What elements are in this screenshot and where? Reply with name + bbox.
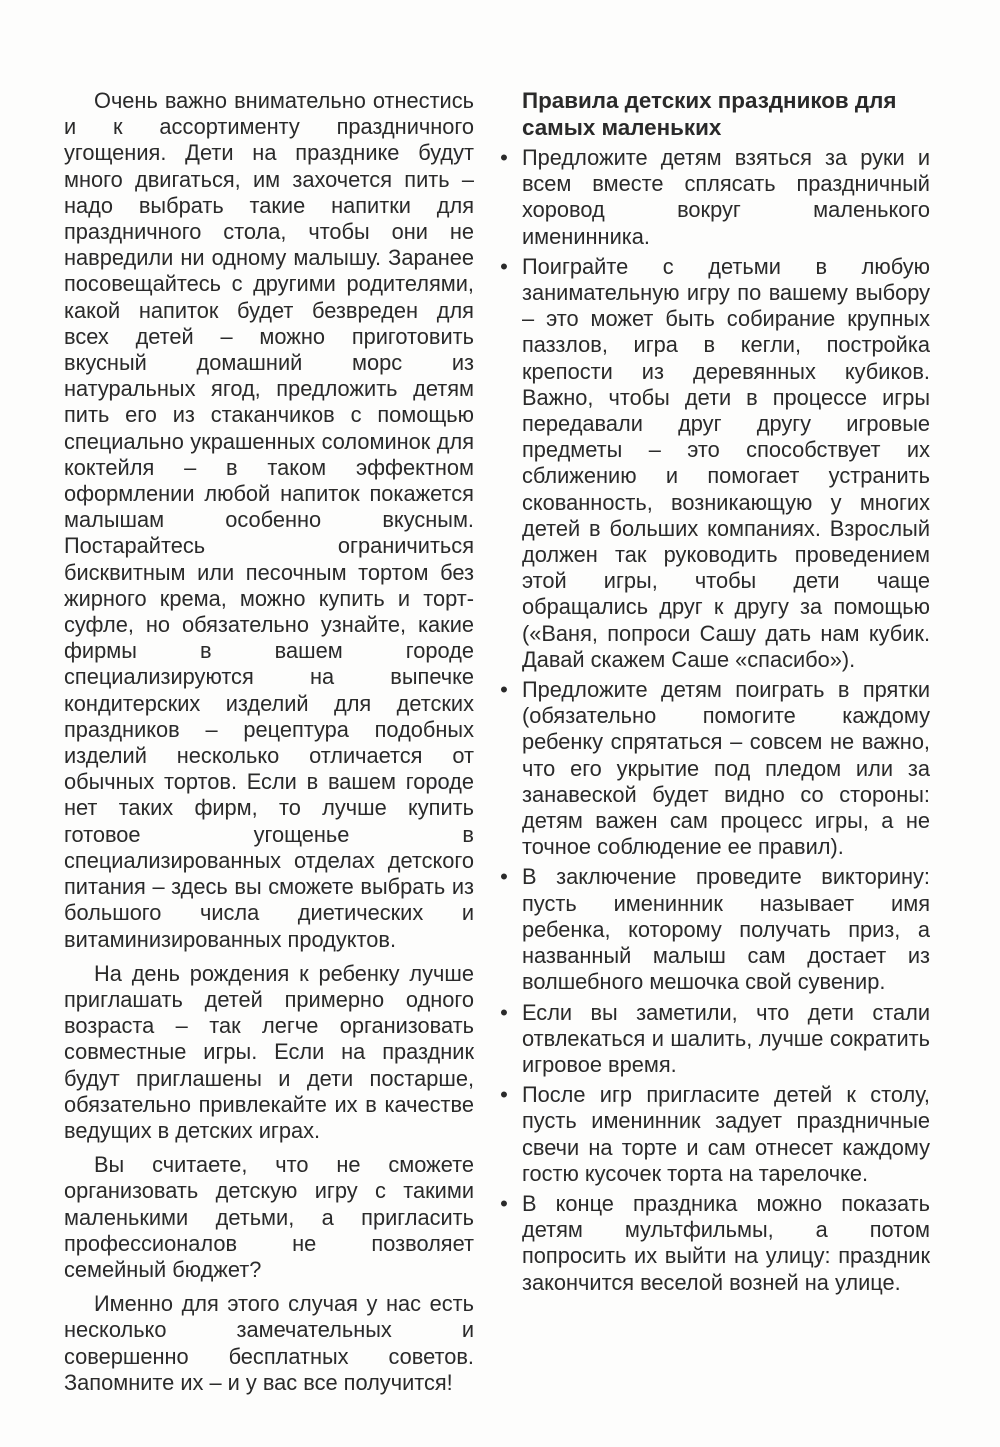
bullet-icon: • [500,864,508,890]
bullet-icon: • [500,145,508,170]
list-item-text: В заключение проведите викторину: пусть именинник называет имя ребенка, которому получать приз, а названный малыш сам достает из волшебного мешочка свой сувенир. [522,864,930,995]
list-item [494,677,930,860]
paragraph-age-groups: На день рождения к ребенку лучше приглашать детей примерно одного возраста – так легче организовать совместные игры. Если на праздник будут приглашены и дети постарше, обязательно привлекайте их в качестве ведущих в детских играх. [64,960,474,1143]
bullet-icon: • [500,677,508,703]
list-item [494,1000,930,1079]
paragraph-professionals-question: Вы считаете, что не сможете организовать детскую игру с такими маленькими детьми, а пригласить профессионалов не позволяет семейный бюджет? [64,1152,474,1282]
list-item-text: Если вы заметили, что дети стали отвлекаться и шалить, лучше сократить игровое время. [522,999,930,1077]
paragraph-free-tips: Именно для этого случая у нас есть несколько замечательных и совершенно бесплатных советов. Запомните их – и у вас все получится! [64,1291,474,1395]
tips-list [494,145,930,1296]
bullet-icon: • [500,1190,508,1216]
right-column [494,88,930,1300]
list-item [494,254,930,673]
list-item [494,864,930,995]
list-item-text: После игр пригласите детей к столу, пусть именинник задует праздничные свечи на торте и сам отнесет каждому гостю кусочек торта на тарелочке. [522,1082,930,1186]
bullet-icon: • [500,1082,508,1108]
list-item [494,1082,930,1187]
list-item [494,145,930,250]
list-item [494,1191,930,1296]
list-item-text: Предложите детям взяться за руки и всем вместе сплясать праздничный хоровод вокруг маленького именинника. [522,145,930,249]
paragraph-refreshments: Очень важно внимательно отнестись и к ассортименту праздничного угощения. Дети на празднике будут много двигаться, им захочется пить – надо выбрать такие напитки для праздничного стола, чтобы они не навредили ни одному малышу. Заранее посовещайтесь с другими родителями, какой напиток будет безвреден для всех детей – можно приготовить вкусный домашний морс из натуральных ягод, предложить детям пить его из стаканчиков с помощью специально украшенных соломинок для коктейля – в таком эффектном оформлении любой напиток покажется малышам особенно вкусным. Постарайтесь ограничиться бисквитным или песочным тортом без жирного крема, можно купить и торт-суфле, но обязательно узнайте, какие фирмы в вашем городе специализируются на выпечке кондитерских изделий для детских праздников – рецептура подобных изделий несколько отличается от обычных тортов. Если в вашем городе нет таких фирм, то лучше купить готовое угощенье в специализированных отделах детского питания – здесь вы сможете выбрать из большого числа диетических и витаминизированных продуктов. [64,88,474,952]
list-item-text: Предложите детям поиграть в прятки (обязательно помогите каждому ребенку спрятаться – совсем не важно, что его укрытие под пледом или за занавеской будет видно со стороны: детям важен сам процесс игры, а не точное соблюдение ее правил). [522,677,930,860]
list-item-text: В конце праздника можно показать детям мультфильмы, а потом попросить их выйти на улицу: праздник закончится веселой возней на улице. [522,1190,930,1295]
bullet-icon: • [500,999,508,1025]
left-column [64,88,474,1404]
section-heading: Правила детских праздников для самых маленьких [522,88,897,140]
bullet-icon: • [500,253,508,279]
list-item-text: Поиграйте с детьми в любую занимательную игру по вашему выбору – это может быть собирание крупных паззлов, игра в кегли, постройка крепости из деревянных кубиков. Важно, чтобы дети в процессе игры передавали друг другу игровые предметы – это способствует их сближению и помогает устранить скованность, возникающую у многих детей в больших компаниях. Взрослый должен так руководить проведением этой игры, чтобы дети чаще обращались друг к другу за помощью («Ваня, попроси Сашу дать нам кубик. Давай скажем Саше «спасибо»). [522,253,930,672]
